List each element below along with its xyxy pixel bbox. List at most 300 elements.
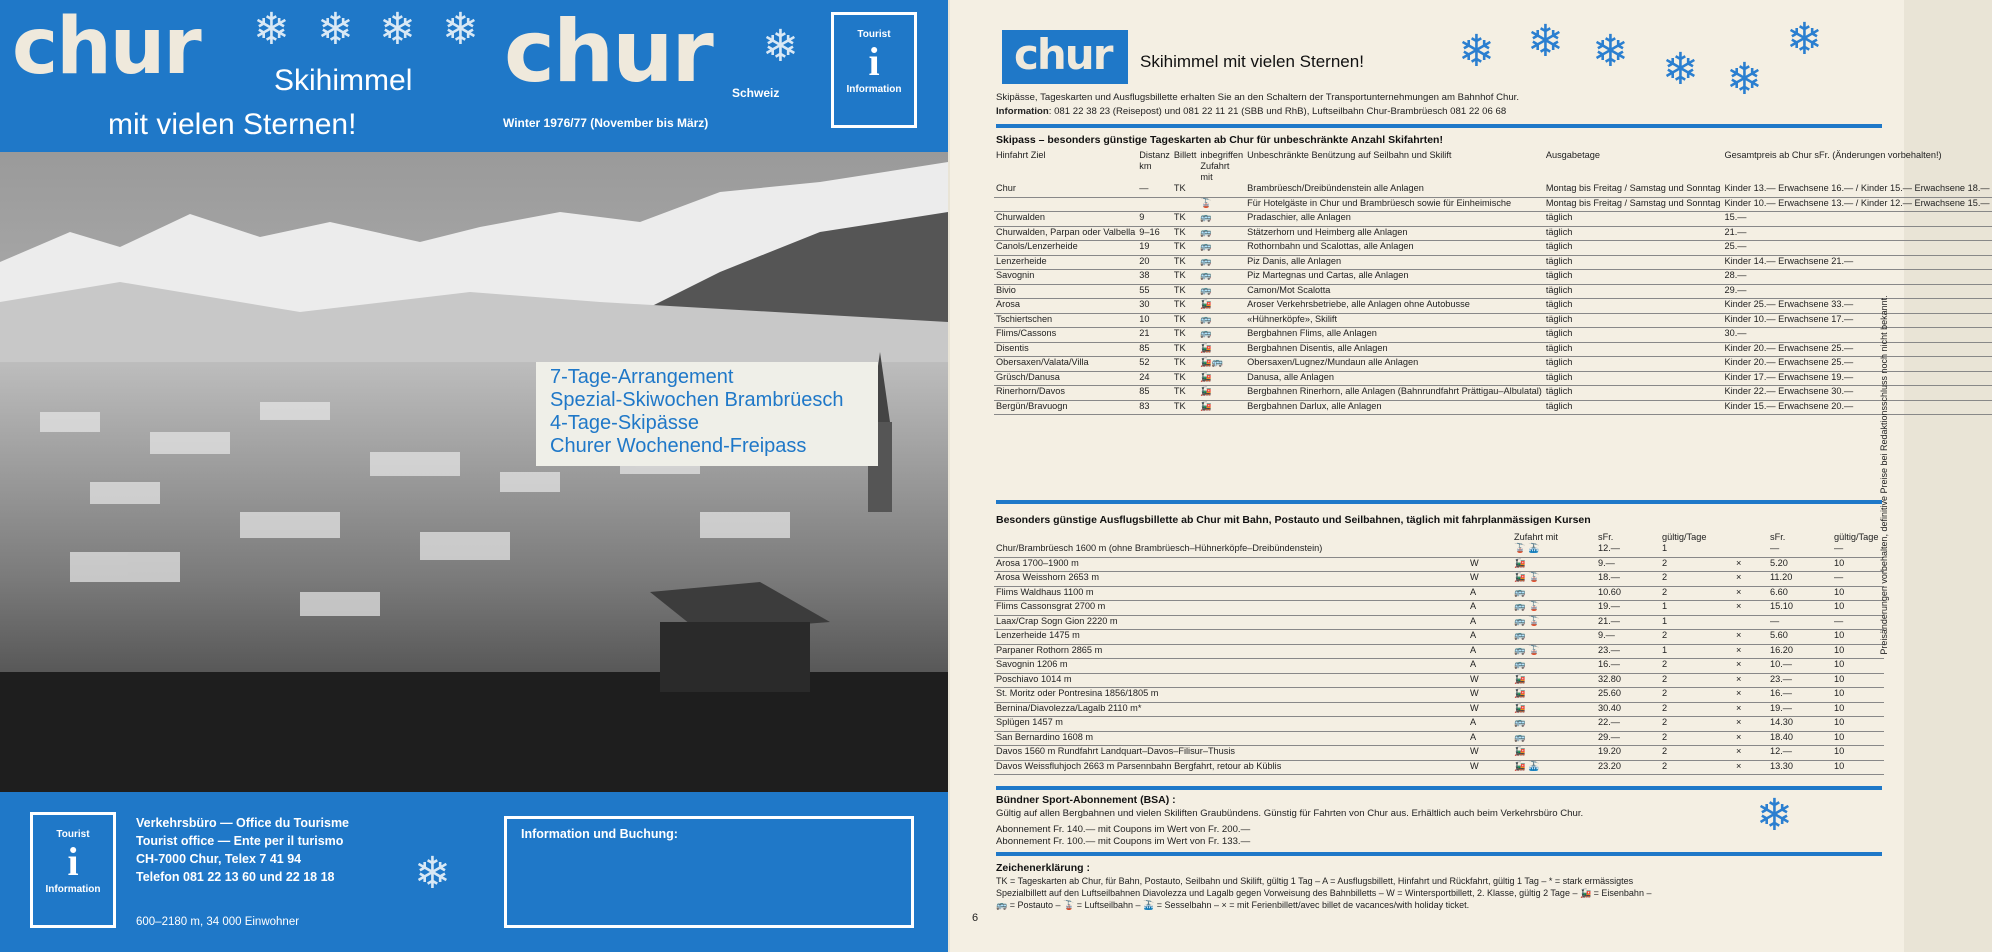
information-label: Information (846, 84, 902, 95)
table-cell: × (1734, 644, 1768, 659)
table-cell: 1 (1660, 543, 1734, 557)
excursion-row (994, 543, 1884, 557)
table-cell: TK (1172, 328, 1198, 343)
snowflake-icon: ❄ (317, 5, 354, 54)
table-cell: TK (1172, 386, 1198, 401)
skipass-row (994, 357, 1992, 372)
table-cell: 25.— (1723, 241, 1992, 256)
skipass-row (994, 270, 1992, 285)
table-cell: TK (1172, 342, 1198, 357)
chur-logo-box (1002, 30, 1128, 84)
table-cell: Piz Danis, alle Anlagen (1245, 255, 1544, 270)
table-cell: 52 (1137, 357, 1172, 372)
table-cell: Camon/Mot Scalotta (1245, 284, 1544, 299)
table-cell: 🚌 🚡 (1512, 615, 1596, 630)
promo-line: Spezial-Skiwochen Brambrüesch (550, 389, 844, 411)
table-cell: 23.— (1596, 644, 1660, 659)
table-cell: 1 (1660, 644, 1734, 659)
table-cell: A (1468, 615, 1512, 630)
table-cell: 🚌 (1512, 630, 1596, 645)
table-cell: 🚌 (1198, 328, 1245, 343)
table-cell: Arosa 1700–1900 m (994, 557, 1468, 572)
table-cell: 🚌 (1512, 731, 1596, 746)
table-cell: 10.60 (1596, 586, 1660, 601)
table-cell: × (1734, 688, 1768, 703)
legend-line: TK = Tageskarten ab Chur, für Bahn, Postauto, Seilbahn und Skilift, gültig 1 Tag – A = Ausflugsbillett, Hinfahrt und Rückfahrt, gültig 1 Tag – * = stark ermässigtes (996, 876, 1634, 886)
table-cell: Bergün/Bravuogn (994, 400, 1137, 415)
table-cell: 24 (1137, 371, 1172, 386)
table-cell: TK (1172, 284, 1198, 299)
col-header: Billett (1173, 150, 1197, 160)
table-cell: × (1734, 586, 1768, 601)
table-cell: 29.— (1723, 284, 1992, 299)
skipass-row (994, 183, 1992, 197)
info-i-icon: i (67, 839, 79, 884)
table-cell: W (1468, 760, 1512, 775)
table-cell: 55 (1137, 284, 1172, 299)
table-cell: 16.— (1596, 659, 1660, 674)
info-text: : 081 22 38 23 (Reisepost) und 081 22 11 21 (SBB und RhB), Luftseilbahn Chur-Brambrüesch 081 22 06 68 (1048, 106, 1507, 117)
tagline-2: mit vielen Sternen! (108, 108, 357, 141)
table-cell: täglich (1544, 357, 1723, 372)
side-note: Preisänderungen vorbehalten, definitive Preise bei Redaktionsschluss noch nicht bekannt. (1879, 295, 1889, 655)
bsa-text: Gültig auf allen Bergbahnen und vielen Skiliften Graubündens. Günstig für Fahrten von Chur aus. Erhältlich auch beim Verkehrsbüro Chur. (996, 808, 1584, 819)
snowflake-icon: ❄ (1592, 27, 1629, 76)
table-cell: 9.— (1596, 557, 1660, 572)
table-cell: 20 (1137, 255, 1172, 270)
col-header: Hinfahrt Ziel (996, 150, 1046, 160)
table-cell: Bergbahnen Disentis, alle Anlagen (1245, 342, 1544, 357)
table-cell: 1 (1660, 615, 1734, 630)
legend-line: 🚌 = Postauto – 🚡 = Luftseilbahn – 🚠 = Sesselbahn – × = mit Ferienbillett/avec billet de vacances/with holiday ticket. (996, 900, 1470, 910)
table-cell: Bergbahnen Flims, alle Anlagen (1245, 328, 1544, 343)
col-header: inbegriffen Zufahrt mit (1200, 150, 1244, 182)
table-cell: 10 (1832, 760, 1884, 775)
table-cell (1137, 197, 1172, 212)
table-cell: Splügen 1457 m (994, 717, 1468, 732)
table-cell: TK (1172, 183, 1198, 197)
table-cell (1172, 197, 1198, 212)
excursion-row (994, 601, 1884, 616)
col-header: Zufahrt mit (1514, 532, 1558, 542)
table-cell: 🚂🚌 (1198, 357, 1245, 372)
table-cell: 🚡 🚠 (1512, 543, 1596, 557)
table-cell: Montag bis Freitag / Samstag und Sonntag (1544, 183, 1723, 197)
excursion-row (994, 688, 1884, 703)
table-cell: 13.30 (1768, 760, 1832, 775)
table-cell: 30.40 (1596, 702, 1660, 717)
chur-logo-right: chur (504, 2, 712, 102)
table-cell: 10 (1832, 688, 1884, 703)
promo-box (536, 362, 878, 466)
page-number: 6 (972, 912, 979, 924)
table-cell: — (1768, 615, 1832, 630)
table-cell: Flims/Cassons (994, 328, 1137, 343)
table-cell: Grüsch/Danusa (994, 371, 1137, 386)
skipass-row (994, 371, 1992, 386)
table-cell: TK (1172, 212, 1198, 227)
table-cell: täglich (1544, 284, 1723, 299)
table-cell: Kinder 15.— Erwachsene 20.— (1723, 400, 1992, 415)
skipass-heading: Skipass – besonders günstige Tageskarten ab Chur für unbeschränkte Anzahl Skifahrten! (996, 134, 1443, 146)
table-cell: TK (1172, 357, 1198, 372)
table-cell: 🚌 (1512, 586, 1596, 601)
table-cell: Parpaner Rothorn 2865 m (994, 644, 1468, 659)
table-cell: San Bernardino 1608 m (994, 731, 1468, 746)
table-cell: 🚂 (1512, 746, 1596, 761)
table-cell: täglich (1544, 241, 1723, 256)
col-header: gültig/Tage (1662, 532, 1707, 542)
table-cell: 🚂 (1512, 702, 1596, 717)
table-cell: 10 (1832, 702, 1884, 717)
table-cell: × (1734, 717, 1768, 732)
info-label: Information (996, 106, 1049, 117)
table-cell: Kinder 20.— Erwachsene 25.— (1723, 342, 1992, 357)
excursion-row (994, 731, 1884, 746)
col-header: sFr. (1770, 532, 1786, 542)
table-cell: × (1734, 572, 1768, 587)
tourist-info-badge-bottom (30, 812, 116, 928)
table-cell: 28.— (1723, 270, 1992, 285)
table-cell: 12.— (1768, 746, 1832, 761)
table-cell: A (1468, 717, 1512, 732)
section-divider (996, 124, 1882, 128)
skipass-row (994, 284, 1992, 299)
table-cell: 29.— (1596, 731, 1660, 746)
page-headline: Skihimmel mit vielen Sternen! (1140, 52, 1364, 71)
col-header: Gesamtpreis ab Chur sFr. (Änderungen vorbehalten!) (1724, 150, 1942, 160)
table-cell: 10 (1832, 746, 1884, 761)
table-cell: 85 (1137, 342, 1172, 357)
table-cell: Chur/Brambrüesch 1600 m (ohne Brambrüesch–Hühnerköpfe–Dreibündenstein) (994, 543, 1468, 557)
snowflake-icon: ❄ (1458, 27, 1495, 76)
table-cell: Kinder 10.— Erwachsene 13.— / Kinder 12.— Erwachsene 15.— (1723, 197, 1992, 212)
table-cell: W (1468, 557, 1512, 572)
table-cell: TK (1172, 371, 1198, 386)
table-cell: 15.— (1723, 212, 1992, 227)
excursion-row (994, 586, 1884, 601)
table-cell: 2 (1660, 731, 1734, 746)
office-line: CH-7000 Chur, Telex 7 41 94 (136, 852, 302, 866)
col-header: Ausgabetage (1545, 150, 1600, 160)
table-cell: W (1468, 688, 1512, 703)
table-cell: Bivio (994, 284, 1137, 299)
table-cell: 2 (1660, 702, 1734, 717)
table-cell: 🚡 (1198, 197, 1245, 212)
table-cell: 10 (1832, 717, 1884, 732)
snowflake-icon: ❄ (762, 22, 799, 71)
table-cell: Churwalden (994, 212, 1137, 227)
information-label: Information (45, 884, 101, 895)
skipass-row (994, 313, 1992, 328)
table-cell: TK (1172, 255, 1198, 270)
table-cell: 10 (1832, 659, 1884, 674)
table-cell: TK (1172, 313, 1198, 328)
table-cell: TK (1172, 270, 1198, 285)
office-line: Verkehrsbüro — Office du Tourisme (136, 816, 350, 830)
skipass-row (994, 400, 1992, 415)
table-cell: 2 (1660, 630, 1734, 645)
table-cell: 2 (1660, 659, 1734, 674)
table-cell: 10.— (1768, 659, 1832, 674)
table-cell: A (1468, 601, 1512, 616)
table-cell: 1 (1660, 601, 1734, 616)
legend-heading: Zeichenerklärung : (996, 862, 1090, 874)
table-cell: 🚂 🚠 (1512, 760, 1596, 775)
excursion-row (994, 673, 1884, 688)
snowflake-icon: ❄ (253, 5, 290, 54)
table-cell: Obersaxen/Lugnez/Mundaun alle Anlagen (1245, 357, 1544, 372)
table-cell: 🚂 (1512, 557, 1596, 572)
table-cell: Chur (994, 183, 1137, 197)
table-cell: Poschiavo 1014 m (994, 673, 1468, 688)
table-cell (994, 197, 1137, 212)
col-header: sFr. (1598, 532, 1614, 542)
table-cell: 2 (1660, 673, 1734, 688)
table-cell: — (1832, 615, 1884, 630)
col-header: Distanz km (1139, 150, 1170, 171)
excursion-heading: Besonders günstige Ausflugsbillette ab Chur mit Bahn, Postauto und Seilbahnen, täglich mit fahrplanmässigen Kursen (996, 514, 1591, 526)
excursion-row (994, 746, 1884, 761)
table-cell: täglich (1544, 226, 1723, 241)
skipass-table (994, 150, 1992, 415)
chur-logo: chur (1014, 30, 1112, 79)
table-cell: Lenzerheide 1475 m (994, 630, 1468, 645)
col-header (994, 532, 1468, 543)
table-cell: täglich (1544, 212, 1723, 227)
table-cell: A (1468, 586, 1512, 601)
promo-line: Churer Wochenend-Freipass (550, 435, 807, 457)
table-cell: TK (1172, 226, 1198, 241)
table-cell: A (1468, 630, 1512, 645)
table-cell: W (1468, 702, 1512, 717)
table-cell: Davos Weissfluhjoch 2663 m Parsennbahn Bergfahrt, retour ab Küblis (994, 760, 1468, 775)
col-header: gültig/Tage (1834, 532, 1879, 542)
table-cell: 18.— (1596, 572, 1660, 587)
table-cell: × (1734, 702, 1768, 717)
table-cell: × (1734, 760, 1768, 775)
table-cell: 19.— (1596, 601, 1660, 616)
table-cell: 9 (1137, 212, 1172, 227)
table-cell: A (1468, 731, 1512, 746)
table-cell: Arosa (994, 299, 1137, 314)
brochure-cover (0, 0, 948, 952)
bsa-heading: Bündner Sport-Abonnement (BSA) : (996, 794, 1176, 806)
table-cell: Kinder 22.— Erwachsene 30.— (1723, 386, 1992, 401)
info-line (996, 106, 1506, 117)
table-cell: 🚂 (1198, 342, 1245, 357)
table-cell: 19.20 (1596, 746, 1660, 761)
table-cell: Kinder 13.— Erwachsene 16.— / Kinder 15.— Erwachsene 18.— (1723, 183, 1992, 197)
table-cell: Disentis (994, 342, 1137, 357)
table-cell: 🚂 🚡 (1512, 572, 1596, 587)
skipass-row (994, 386, 1992, 401)
section-divider (996, 786, 1882, 790)
table-cell: täglich (1544, 342, 1723, 357)
excursion-row (994, 760, 1884, 775)
table-cell: Bernina/Diavolezza/Lagalb 2110 m* (994, 702, 1468, 717)
table-cell: Tschiertschen (994, 313, 1137, 328)
booking-box (504, 816, 914, 928)
excursion-row (994, 702, 1884, 717)
country-label: Schweiz (732, 86, 780, 100)
table-cell: 10 (1832, 601, 1884, 616)
chur-town-photo (0, 152, 948, 792)
table-cell: Kinder 25.— Erwachsene 33.— (1723, 299, 1992, 314)
table-cell: 🚌 (1512, 717, 1596, 732)
bsa-option-1: Abonnement Fr. 140.— mit Coupons im Wert von Fr. 200.— (996, 824, 1251, 835)
table-cell: TK (1172, 299, 1198, 314)
section-divider (996, 500, 1882, 504)
table-cell: täglich (1544, 255, 1723, 270)
skipass-row (994, 299, 1992, 314)
table-cell: × (1734, 731, 1768, 746)
snowflake-icon: ❄ (442, 5, 479, 54)
table-cell: 38 (1137, 270, 1172, 285)
table-cell: täglich (1544, 313, 1723, 328)
tagline-1: Skihimmel (274, 64, 413, 97)
excursion-row (994, 717, 1884, 732)
table-cell: 5.60 (1768, 630, 1832, 645)
skipass-row (994, 342, 1992, 357)
table-cell: Für Hotelgäste in Chur und Brambrüesch sowie für Einheimische (1245, 197, 1544, 212)
table-cell: Rinerhorn/Davos (994, 386, 1137, 401)
table-cell: täglich (1544, 386, 1723, 401)
table-cell (1734, 543, 1768, 557)
table-cell: × (1734, 659, 1768, 674)
tourist-office-address (136, 814, 349, 886)
table-cell: 🚌 (1198, 255, 1245, 270)
table-cell: × (1734, 630, 1768, 645)
snowflake-icon: ❄ (414, 849, 451, 898)
table-cell: TK (1172, 241, 1198, 256)
table-cell: 12.— (1596, 543, 1660, 557)
snowflake-icon: ❄ (379, 5, 416, 54)
table-cell: 10 (1832, 731, 1884, 746)
table-cell: Lenzerheide (994, 255, 1137, 270)
table-cell: «Hühnerköpfe», Skilift (1245, 313, 1544, 328)
table-cell: Flims Waldhaus 1100 m (994, 586, 1468, 601)
table-cell (1198, 183, 1245, 197)
table-cell: 11.20 (1768, 572, 1832, 587)
table-cell: Pradaschier, alle Anlagen (1245, 212, 1544, 227)
table-cell: 16.20 (1768, 644, 1832, 659)
excursion-row (994, 659, 1884, 674)
table-cell: A (1468, 659, 1512, 674)
table-cell: Kinder 10.— Erwachsene 17.— (1723, 313, 1992, 328)
table-cell: 85 (1137, 386, 1172, 401)
table-cell: täglich (1544, 328, 1723, 343)
table-cell: 6.60 (1768, 586, 1832, 601)
table-cell: 🚂 (1198, 400, 1245, 415)
table-cell: 32.80 (1596, 673, 1660, 688)
table-cell: × (1734, 746, 1768, 761)
table-cell: 2 (1660, 746, 1734, 761)
table-cell: 🚌 (1198, 212, 1245, 227)
legend-line: Spezialbillett auf den Luftseilbahnen Diavolezza und Lagalb gegen Vorweisung des Bahnbilletts – W = Wintersportbillett, 2. Klasse, gültig 2 Tage – 🚂 = Eisenbahn – (996, 888, 1652, 898)
skipass-row (994, 241, 1992, 256)
table-cell: 2 (1660, 557, 1734, 572)
table-cell: 🚂 (1512, 673, 1596, 688)
table-cell: Kinder 20.— Erwachsene 25.— (1723, 357, 1992, 372)
table-cell: × (1734, 673, 1768, 688)
snowflake-icon: ❄ (1726, 55, 1763, 104)
table-cell: Brambrüesch/Dreibündenstein alle Anlagen (1245, 183, 1544, 197)
table-cell: 🚌 (1198, 284, 1245, 299)
table-cell: 18.40 (1768, 731, 1832, 746)
table-cell: 19.— (1768, 702, 1832, 717)
skipass-row (994, 328, 1992, 343)
office-line: Tourist office — Ente per il turismo (136, 834, 344, 848)
table-cell: Aroser Verkehrsbetriebe, alle Anlagen ohne Autobusse (1245, 299, 1544, 314)
table-cell: A (1468, 644, 1512, 659)
table-cell: — (1137, 183, 1172, 197)
excursion-row (994, 630, 1884, 645)
table-cell: 30 (1137, 299, 1172, 314)
table-cell: 2 (1660, 572, 1734, 587)
table-cell: Canols/Lenzerheide (994, 241, 1137, 256)
tourist-label: Tourist (857, 29, 891, 40)
skipass-row (994, 226, 1992, 241)
table-cell: 2 (1660, 760, 1734, 775)
table-cell: 🚌 (1198, 226, 1245, 241)
table-cell: 10 (1832, 586, 1884, 601)
excursion-row (994, 572, 1884, 587)
skipass-row (994, 212, 1992, 227)
table-cell: täglich (1544, 299, 1723, 314)
snowflake-icon: ❄ (1756, 791, 1793, 840)
info-i-icon: i (868, 39, 880, 84)
season-label: Winter 1976/77 (November bis März) (503, 116, 709, 130)
excursion-row (994, 615, 1884, 630)
table-cell: × (1734, 557, 1768, 572)
table-cell: Savognin (994, 270, 1137, 285)
section-divider (996, 852, 1882, 856)
table-cell: St. Moritz oder Pontresina 1856/1805 m (994, 688, 1468, 703)
table-cell: Bergbahnen Rinerhorn, alle Anlagen (Bahnrundfahrt Prättigau–Albulatal) (1245, 386, 1544, 401)
table-cell: 10 (1832, 673, 1884, 688)
table-cell: täglich (1544, 270, 1723, 285)
price-page (950, 0, 1990, 952)
table-cell: 10 (1832, 644, 1884, 659)
table-cell: 16.— (1768, 688, 1832, 703)
table-cell: 30.— (1723, 328, 1992, 343)
col-header (1468, 532, 1512, 543)
table-cell: Danusa, alle Anlagen (1245, 371, 1544, 386)
chur-logo-left: chur (12, 2, 200, 92)
table-cell: 🚌 (1198, 241, 1245, 256)
snowflake-icon: ❄ (1527, 17, 1564, 66)
table-cell: 🚌 (1512, 659, 1596, 674)
table-cell: 9–16 (1137, 226, 1172, 241)
table-cell: 21.— (1723, 226, 1992, 241)
office-line: Telefon 081 22 13 60 und 22 18 18 (136, 870, 335, 884)
table-cell: × (1734, 601, 1768, 616)
table-cell: 2 (1660, 586, 1734, 601)
table-cell (1734, 615, 1768, 630)
col-header: Unbeschränkte Benützung auf Seilbahn und Skilift (1247, 150, 1452, 160)
table-cell: 25.60 (1596, 688, 1660, 703)
tourist-label: Tourist (56, 829, 90, 840)
table-cell: — (1832, 543, 1884, 557)
table-cell: 19 (1137, 241, 1172, 256)
table-cell: 🚌 (1198, 313, 1245, 328)
table-cell: 23.— (1768, 673, 1832, 688)
table-cell: täglich (1544, 371, 1723, 386)
table-cell: 9.— (1596, 630, 1660, 645)
table-cell: 14.30 (1768, 717, 1832, 732)
table-cell: 🚂 (1198, 299, 1245, 314)
